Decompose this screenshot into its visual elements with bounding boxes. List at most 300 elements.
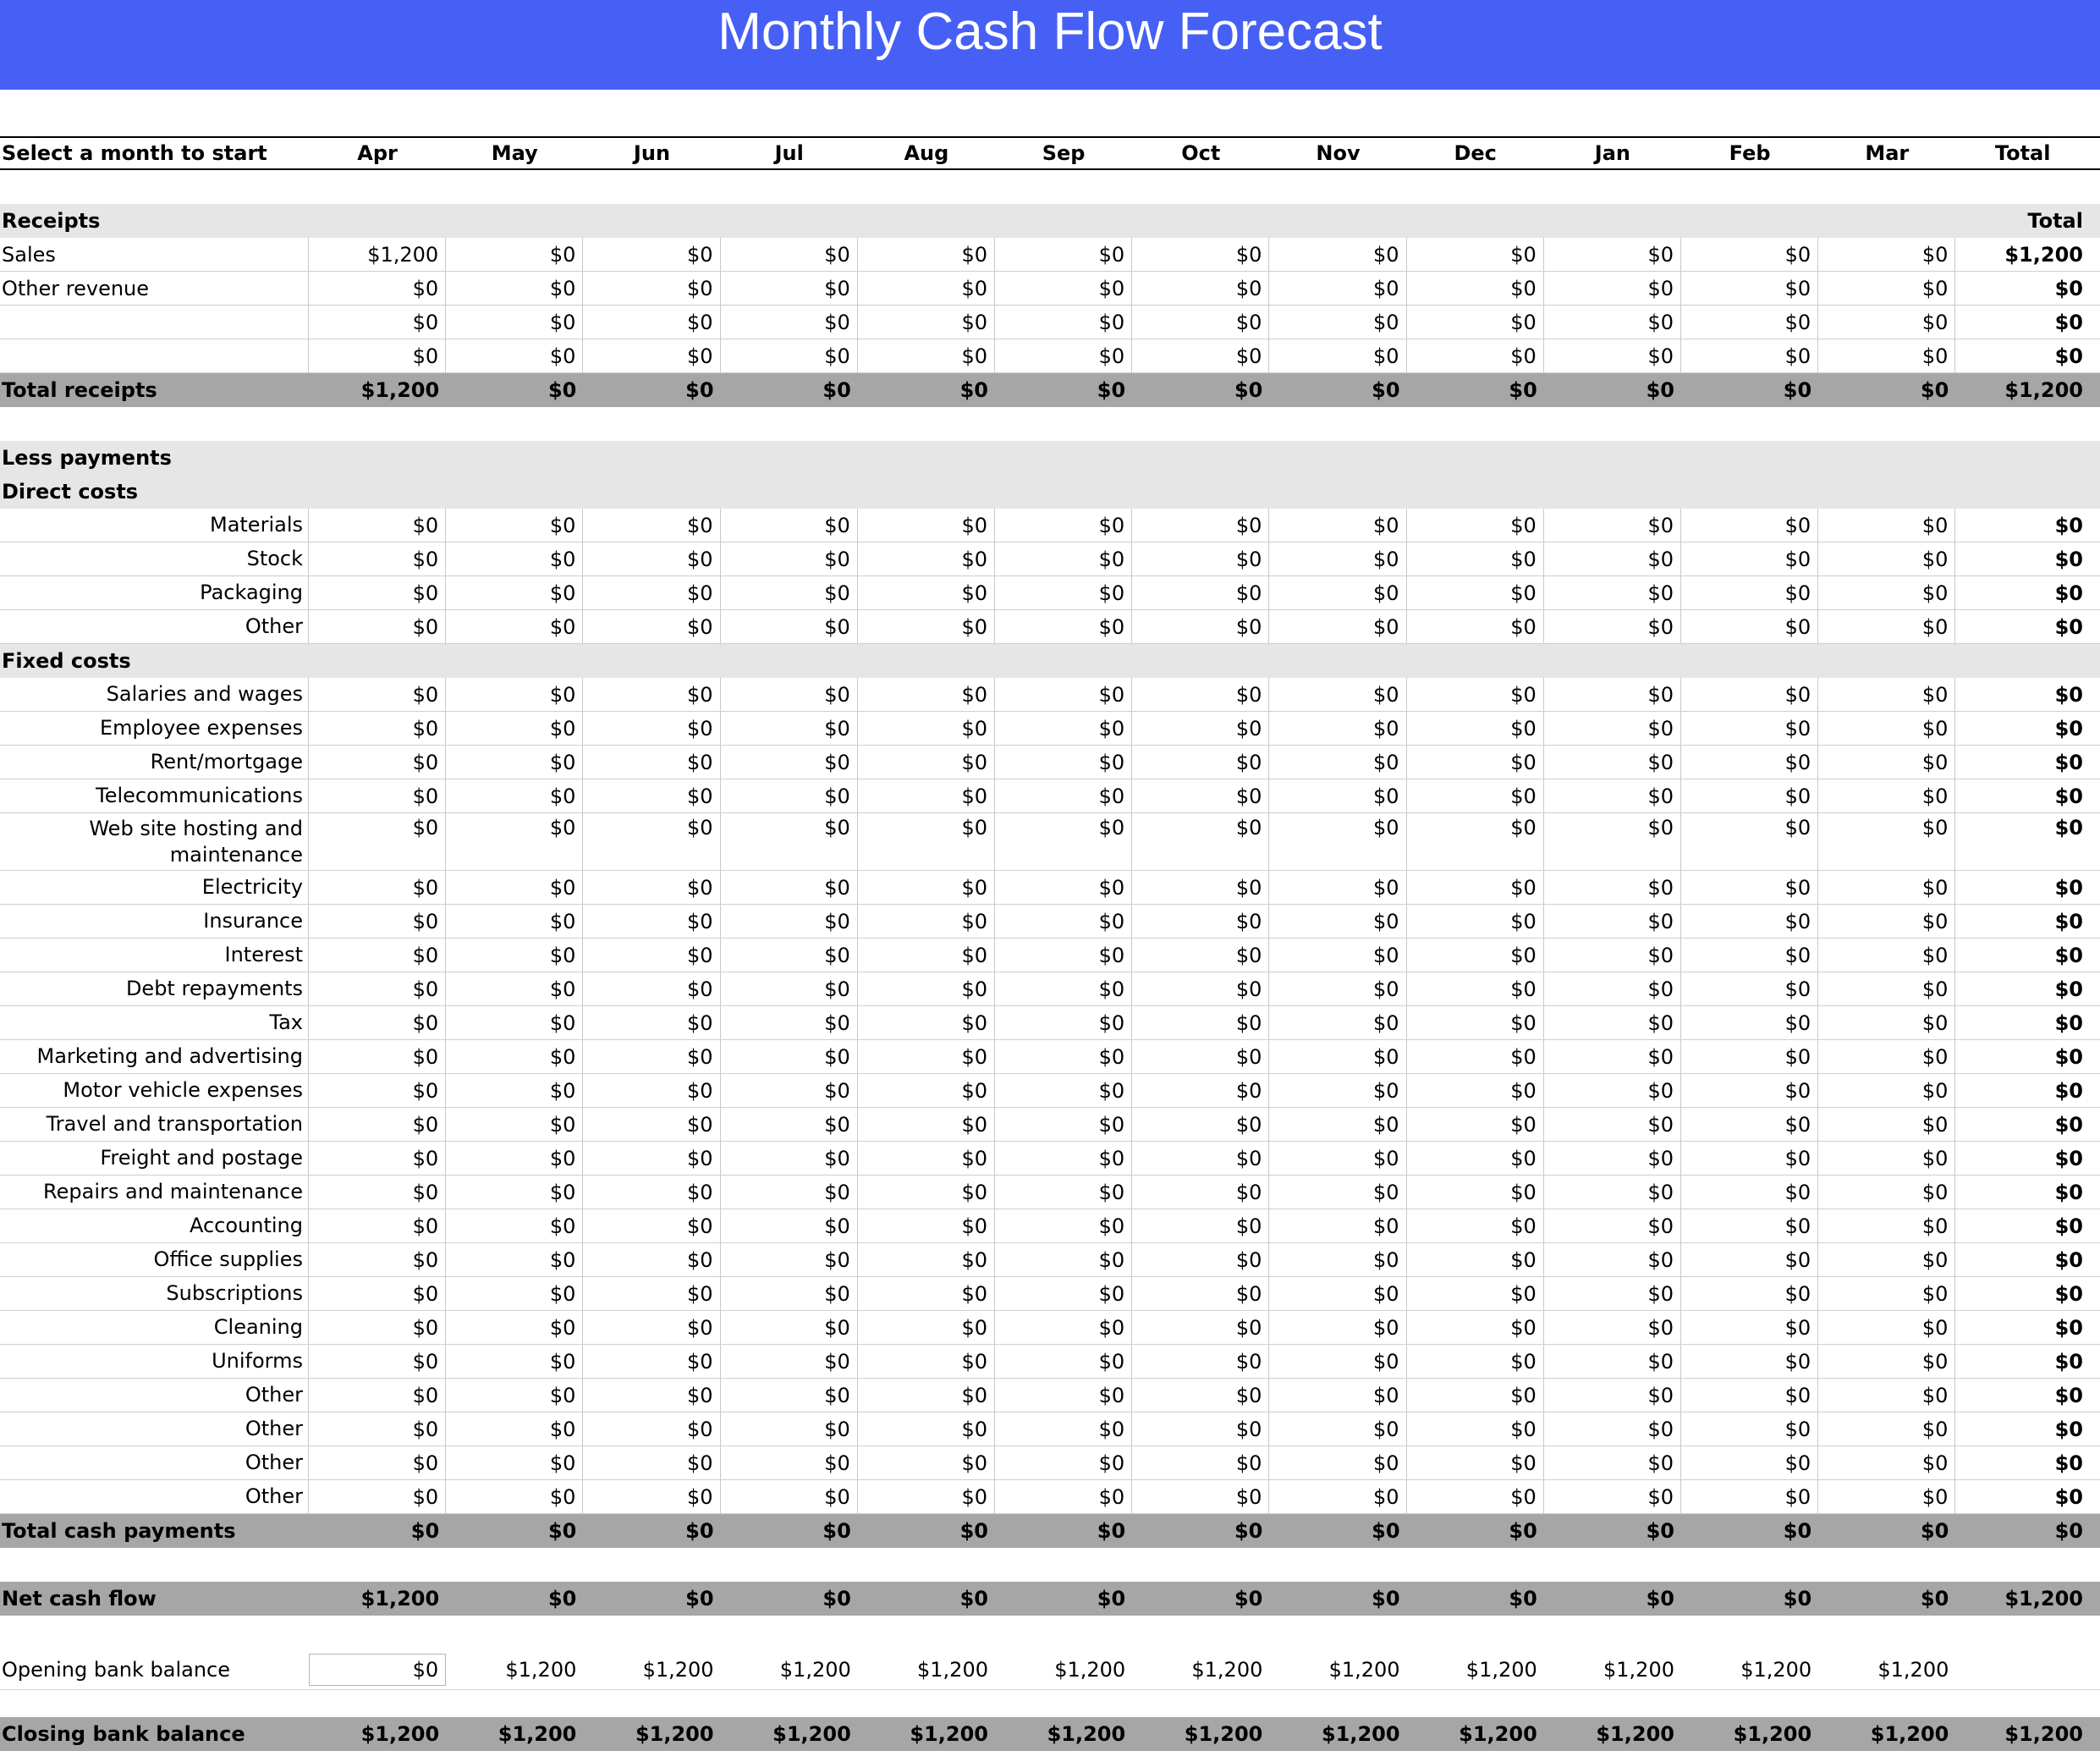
month-value-cell[interactable]: $0: [1544, 509, 1681, 542]
month-value-cell[interactable]: $0: [1681, 1345, 1818, 1378]
row-label[interactable]: Tax: [0, 1006, 309, 1039]
month-value-cell[interactable]: $0: [446, 306, 583, 339]
month-value-cell[interactable]: $0: [1132, 610, 1269, 643]
month-value-cell[interactable]: $0: [446, 905, 583, 938]
row-label[interactable]: [0, 339, 309, 372]
month-value-cell[interactable]: $0: [1818, 813, 1955, 870]
month-value-cell[interactable]: $0: [583, 306, 720, 339]
month-value-cell[interactable]: $0: [446, 1209, 583, 1242]
row-label[interactable]: Freight and postage: [0, 1142, 309, 1175]
row-label[interactable]: Uniforms: [0, 1345, 309, 1378]
month-value-cell[interactable]: $0: [583, 939, 720, 972]
month-value-cell[interactable]: $0: [446, 1311, 583, 1344]
row-label[interactable]: Other: [0, 610, 309, 643]
row-label[interactable]: Materials: [0, 509, 309, 542]
month-value-cell[interactable]: $0: [721, 1108, 858, 1141]
month-value-cell[interactable]: $0: [1269, 339, 1406, 372]
month-value-cell[interactable]: $0: [1269, 1311, 1406, 1344]
month-value-cell[interactable]: $0: [1407, 779, 1544, 812]
month-value-cell[interactable]: $0: [1269, 1176, 1406, 1209]
month-value-cell[interactable]: $0: [1544, 678, 1681, 711]
month-value-cell[interactable]: $0: [1407, 306, 1544, 339]
month-value-cell[interactable]: $0: [1132, 1311, 1269, 1344]
month-value-cell[interactable]: $0: [1818, 1142, 1955, 1175]
month-value-cell[interactable]: $0: [721, 238, 858, 271]
month-value-cell[interactable]: $0: [1132, 905, 1269, 938]
month-header-may[interactable]: May: [491, 141, 538, 165]
month-value-cell[interactable]: $0: [858, 746, 995, 779]
month-value-cell[interactable]: $0: [721, 1142, 858, 1175]
month-value-cell[interactable]: $0: [995, 1379, 1132, 1412]
month-value-cell[interactable]: $0: [583, 1277, 720, 1310]
month-header-jul[interactable]: Jul: [774, 141, 804, 165]
month-value-cell[interactable]: $0: [1818, 542, 1955, 575]
month-value-cell[interactable]: $0: [858, 1243, 995, 1276]
month-value-cell[interactable]: $0: [446, 813, 583, 870]
month-value-cell[interactable]: $0: [1269, 1379, 1406, 1412]
month-value-cell[interactable]: $0: [1544, 339, 1681, 372]
month-value-cell[interactable]: $0: [721, 972, 858, 1005]
month-value-cell[interactable]: $0: [1818, 779, 1955, 812]
month-value-cell[interactable]: $0: [1681, 939, 1818, 972]
month-value-cell[interactable]: $1,200: [309, 238, 446, 271]
month-value-cell[interactable]: $0: [309, 1345, 446, 1378]
month-value-cell[interactable]: $0: [309, 746, 446, 779]
month-value-cell[interactable]: $0: [1269, 1345, 1406, 1378]
month-value-cell[interactable]: $0: [1269, 1142, 1406, 1175]
month-header-mar[interactable]: Mar: [1865, 141, 1910, 165]
month-value-cell[interactable]: $0: [1132, 678, 1269, 711]
month-value-cell[interactable]: $0: [1132, 1480, 1269, 1513]
month-value-cell[interactable]: $0: [1407, 1006, 1544, 1039]
month-value-cell[interactable]: $0: [1269, 1074, 1406, 1107]
month-value-cell[interactable]: $0: [1132, 1412, 1269, 1445]
month-value-cell[interactable]: $0: [1681, 1176, 1818, 1209]
month-value-cell[interactable]: $0: [309, 1006, 446, 1039]
month-value-cell[interactable]: $0: [995, 746, 1132, 779]
month-value-cell[interactable]: $0: [858, 1446, 995, 1479]
row-label[interactable]: Debt repayments: [0, 972, 309, 1005]
month-value-cell[interactable]: $0: [1544, 1311, 1681, 1344]
month-value-cell[interactable]: $0: [1544, 1412, 1681, 1445]
month-value-cell[interactable]: $0: [858, 1345, 995, 1378]
month-value-cell[interactable]: $0: [309, 1311, 446, 1344]
month-value-cell[interactable]: $0: [1818, 509, 1955, 542]
month-value-cell[interactable]: $0: [995, 1040, 1132, 1073]
month-value-cell[interactable]: $0: [995, 1176, 1132, 1209]
month-value-cell[interactable]: $0: [1544, 1243, 1681, 1276]
month-value-cell[interactable]: $0: [1681, 779, 1818, 812]
month-value-cell[interactable]: $0: [995, 1277, 1132, 1310]
month-value-cell[interactable]: $0: [858, 1006, 995, 1039]
month-value-cell[interactable]: $0: [858, 939, 995, 972]
month-value-cell[interactable]: $0: [1132, 813, 1269, 870]
month-value-cell[interactable]: $0: [1818, 576, 1955, 609]
month-value-cell[interactable]: $0: [1681, 905, 1818, 938]
month-value-cell[interactable]: $0: [1407, 509, 1544, 542]
month-value-cell[interactable]: $0: [583, 272, 720, 305]
month-value-cell[interactable]: $0: [858, 905, 995, 938]
row-label[interactable]: Packaging: [0, 576, 309, 609]
month-value-cell[interactable]: $0: [1818, 238, 1955, 271]
month-value-cell[interactable]: $0: [1818, 339, 1955, 372]
month-value-cell[interactable]: $0: [858, 1277, 995, 1310]
month-value-cell[interactable]: $0: [309, 1108, 446, 1141]
month-value-cell[interactable]: $0: [583, 813, 720, 870]
month-value-cell[interactable]: $0: [1269, 1243, 1406, 1276]
month-value-cell[interactable]: $0: [1407, 576, 1544, 609]
month-value-cell[interactable]: $0: [1681, 306, 1818, 339]
month-value-cell[interactable]: $0: [721, 1412, 858, 1445]
month-value-cell[interactable]: $0: [1818, 1345, 1955, 1378]
month-value-cell[interactable]: $0: [1544, 542, 1681, 575]
month-value-cell[interactable]: $0: [1681, 272, 1818, 305]
month-value-cell[interactable]: $0: [446, 1345, 583, 1378]
month-value-cell[interactable]: $0: [1818, 1074, 1955, 1107]
month-value-cell[interactable]: $0: [995, 238, 1132, 271]
month-value-cell[interactable]: $0: [1818, 1006, 1955, 1039]
month-value-cell[interactable]: $0: [1269, 1108, 1406, 1141]
month-value-cell[interactable]: $0: [1132, 871, 1269, 904]
month-value-cell[interactable]: $0: [1407, 678, 1544, 711]
month-value-cell[interactable]: $0: [1544, 1480, 1681, 1513]
month-value-cell[interactable]: $0: [1544, 1006, 1681, 1039]
month-value-cell[interactable]: $0: [995, 1108, 1132, 1141]
month-value-cell[interactable]: $0: [1407, 542, 1544, 575]
month-value-cell[interactable]: $0: [1818, 712, 1955, 745]
row-label[interactable]: Cleaning: [0, 1311, 309, 1344]
month-value-cell[interactable]: $0: [1407, 1243, 1544, 1276]
month-value-cell[interactable]: $0: [858, 1040, 995, 1073]
row-label[interactable]: Telecommunications: [0, 779, 309, 812]
month-value-cell[interactable]: $0: [995, 509, 1132, 542]
month-value-cell[interactable]: $0: [1681, 1446, 1818, 1479]
month-value-cell[interactable]: $0: [858, 1108, 995, 1141]
month-value-cell[interactable]: $0: [1269, 238, 1406, 271]
month-value-cell[interactable]: $0: [1407, 1345, 1544, 1378]
row-label[interactable]: Rent/mortgage: [0, 746, 309, 779]
month-value-cell[interactable]: $0: [446, 1142, 583, 1175]
month-value-cell[interactable]: $0: [995, 813, 1132, 870]
month-value-cell[interactable]: $0: [1544, 306, 1681, 339]
month-header-feb[interactable]: Feb: [1729, 141, 1771, 165]
month-value-cell[interactable]: $0: [1407, 610, 1544, 643]
row-label[interactable]: Subscriptions: [0, 1277, 309, 1310]
month-value-cell[interactable]: $0: [995, 678, 1132, 711]
row-label[interactable]: Interest: [0, 939, 309, 972]
month-value-cell[interactable]: $0: [858, 610, 995, 643]
month-value-cell[interactable]: $0: [446, 1108, 583, 1141]
month-value-cell[interactable]: $0: [583, 1243, 720, 1276]
month-value-cell[interactable]: $0: [446, 542, 583, 575]
month-value-cell[interactable]: $0: [1818, 871, 1955, 904]
month-value-cell[interactable]: $0: [721, 746, 858, 779]
month-value-cell[interactable]: $0: [1681, 1040, 1818, 1073]
month-value-cell[interactable]: $0: [1269, 542, 1406, 575]
month-value-cell[interactable]: $0: [446, 272, 583, 305]
month-value-cell[interactable]: $0: [1132, 509, 1269, 542]
month-value-cell[interactable]: $0: [1407, 1311, 1544, 1344]
month-value-cell[interactable]: $0: [1818, 272, 1955, 305]
month-value-cell[interactable]: $0: [721, 678, 858, 711]
month-value-cell[interactable]: $0: [583, 542, 720, 575]
month-value-cell[interactable]: $0: [1407, 1209, 1544, 1242]
month-value-cell[interactable]: $0: [1269, 272, 1406, 305]
month-value-cell[interactable]: $0: [721, 939, 858, 972]
month-value-cell[interactable]: $0: [1132, 1176, 1269, 1209]
month-value-cell[interactable]: $0: [721, 813, 858, 870]
month-value-cell[interactable]: $0: [1818, 1243, 1955, 1276]
month-value-cell[interactable]: $0: [1544, 712, 1681, 745]
month-value-cell[interactable]: $0: [1544, 813, 1681, 870]
month-value-cell[interactable]: $0: [1407, 871, 1544, 904]
month-value-cell[interactable]: $0: [309, 972, 446, 1005]
month-value-cell[interactable]: $0: [1681, 1311, 1818, 1344]
month-value-cell[interactable]: $0: [446, 972, 583, 1005]
month-value-cell[interactable]: $0: [1818, 1480, 1955, 1513]
row-label[interactable]: Motor vehicle expenses: [0, 1074, 309, 1107]
month-value-cell[interactable]: $0: [995, 779, 1132, 812]
month-value-cell[interactable]: $0: [583, 339, 720, 372]
month-value-cell[interactable]: $0: [1132, 238, 1269, 271]
month-value-cell[interactable]: $0: [858, 1311, 995, 1344]
month-value-cell[interactable]: $0: [721, 1243, 858, 1276]
month-value-cell[interactable]: $0: [1818, 1446, 1955, 1479]
month-value-cell[interactable]: $0: [721, 610, 858, 643]
month-value-cell[interactable]: $0: [583, 1176, 720, 1209]
month-value-cell[interactable]: $0: [1407, 1176, 1544, 1209]
month-value-cell[interactable]: $0: [583, 1209, 720, 1242]
month-value-cell[interactable]: $0: [446, 576, 583, 609]
row-label[interactable]: Other: [0, 1379, 309, 1412]
month-value-cell[interactable]: $0: [583, 1412, 720, 1445]
month-value-cell[interactable]: $0: [1407, 1277, 1544, 1310]
month-value-cell[interactable]: $0: [1407, 1108, 1544, 1141]
month-value-cell[interactable]: $0: [583, 678, 720, 711]
row-label[interactable]: Travel and transportation: [0, 1108, 309, 1141]
month-value-cell[interactable]: $0: [858, 576, 995, 609]
month-value-cell[interactable]: $0: [1269, 1480, 1406, 1513]
month-value-cell[interactable]: $0: [446, 1006, 583, 1039]
month-value-cell[interactable]: $0: [995, 1142, 1132, 1175]
month-value-cell[interactable]: $0: [1681, 712, 1818, 745]
month-header-aug[interactable]: Aug: [904, 141, 949, 165]
month-value-cell[interactable]: $0: [446, 712, 583, 745]
month-value-cell[interactable]: $0: [1681, 746, 1818, 779]
row-label[interactable]: Salaries and wages: [0, 678, 309, 711]
month-value-cell[interactable]: $0: [1681, 1243, 1818, 1276]
month-value-cell[interactable]: $0: [1818, 1108, 1955, 1141]
month-value-cell[interactable]: $0: [995, 939, 1132, 972]
month-value-cell[interactable]: $0: [858, 542, 995, 575]
month-value-cell[interactable]: $0: [1269, 746, 1406, 779]
month-value-cell[interactable]: $0: [1544, 1142, 1681, 1175]
month-value-cell[interactable]: $0: [1818, 610, 1955, 643]
month-value-cell[interactable]: $0: [1544, 1379, 1681, 1412]
month-value-cell[interactable]: $0: [1132, 1108, 1269, 1141]
month-value-cell[interactable]: $0: [446, 1176, 583, 1209]
month-value-cell[interactable]: $0: [1818, 972, 1955, 1005]
row-label[interactable]: Repairs and maintenance: [0, 1176, 309, 1209]
month-value-cell[interactable]: $0: [721, 871, 858, 904]
month-value-cell[interactable]: $0: [1818, 306, 1955, 339]
month-value-cell[interactable]: $0: [1132, 339, 1269, 372]
month-value-cell[interactable]: $0: [446, 1243, 583, 1276]
row-label[interactable]: Sales: [0, 238, 309, 271]
month-value-cell[interactable]: $0: [721, 1379, 858, 1412]
month-value-cell[interactable]: $0: [1544, 272, 1681, 305]
month-value-cell[interactable]: $0: [721, 1311, 858, 1344]
month-value-cell[interactable]: $0: [309, 1209, 446, 1242]
month-header-nov[interactable]: Nov: [1316, 141, 1361, 165]
month-value-cell[interactable]: $0: [309, 1243, 446, 1276]
month-value-cell[interactable]: $0: [721, 509, 858, 542]
month-value-cell[interactable]: $0: [1407, 939, 1544, 972]
month-value-cell[interactable]: $0: [309, 1277, 446, 1310]
month-value-cell[interactable]: $0: [721, 306, 858, 339]
month-value-cell[interactable]: $0: [721, 1345, 858, 1378]
month-value-cell[interactable]: $0: [1132, 1345, 1269, 1378]
month-value-cell[interactable]: $0: [995, 871, 1132, 904]
month-value-cell[interactable]: $0: [309, 1040, 446, 1073]
row-label[interactable]: Stock: [0, 542, 309, 575]
month-value-cell[interactable]: $0: [858, 1176, 995, 1209]
month-value-cell[interactable]: $0: [583, 1006, 720, 1039]
month-value-cell[interactable]: $0: [1681, 1209, 1818, 1242]
month-value-cell[interactable]: $0: [858, 813, 995, 870]
row-label[interactable]: Other: [0, 1480, 309, 1513]
month-value-cell[interactable]: $0: [583, 1074, 720, 1107]
month-value-cell[interactable]: $0: [858, 1142, 995, 1175]
month-value-cell[interactable]: $0: [1818, 1209, 1955, 1242]
month-value-cell[interactable]: $0: [309, 939, 446, 972]
month-value-cell[interactable]: $0: [995, 610, 1132, 643]
month-value-cell[interactable]: $0: [995, 1345, 1132, 1378]
month-value-cell[interactable]: $0: [1407, 1412, 1544, 1445]
month-value-cell[interactable]: $0: [446, 678, 583, 711]
month-value-cell[interactable]: $0: [1681, 576, 1818, 609]
month-value-cell[interactable]: $0: [858, 238, 995, 271]
month-header-apr[interactable]: Apr: [357, 141, 398, 165]
month-value-cell[interactable]: $0: [995, 972, 1132, 1005]
month-value-cell[interactable]: $0: [309, 871, 446, 904]
month-value-cell[interactable]: $0: [1681, 1379, 1818, 1412]
month-value-cell[interactable]: $0: [995, 712, 1132, 745]
month-value-cell[interactable]: $0: [309, 1176, 446, 1209]
month-header-oct[interactable]: Oct: [1181, 141, 1221, 165]
month-value-cell[interactable]: $0: [1132, 746, 1269, 779]
month-value-cell[interactable]: $0: [858, 972, 995, 1005]
month-value-cell[interactable]: $0: [1132, 939, 1269, 972]
month-value-cell[interactable]: $0: [1544, 1446, 1681, 1479]
month-value-cell[interactable]: $0: [721, 542, 858, 575]
month-value-cell[interactable]: $0: [721, 1480, 858, 1513]
month-value-cell[interactable]: $0: [583, 1040, 720, 1073]
month-value-cell[interactable]: $0: [721, 339, 858, 372]
row-label[interactable]: Web site hosting and maintenance: [0, 813, 309, 870]
month-value-cell[interactable]: $0: [1132, 272, 1269, 305]
month-value-cell[interactable]: $0: [1269, 813, 1406, 870]
month-header-dec[interactable]: Dec: [1454, 141, 1497, 165]
month-value-cell[interactable]: $0: [1681, 1074, 1818, 1107]
month-value-cell[interactable]: $0: [583, 779, 720, 812]
month-value-cell[interactable]: $0: [1544, 746, 1681, 779]
month-value-cell[interactable]: $0: [446, 871, 583, 904]
month-value-cell[interactable]: $0: [995, 576, 1132, 609]
month-value-cell[interactable]: $0: [721, 1074, 858, 1107]
month-value-cell[interactable]: $0: [721, 1006, 858, 1039]
month-value-cell[interactable]: $0: [446, 1277, 583, 1310]
month-value-cell[interactable]: $0: [583, 1446, 720, 1479]
month-value-cell[interactable]: $0: [1132, 1209, 1269, 1242]
month-value-cell[interactable]: $0: [1407, 746, 1544, 779]
month-value-cell[interactable]: $0: [995, 339, 1132, 372]
month-value-cell[interactable]: $0: [858, 1412, 995, 1445]
month-value-cell[interactable]: $0: [1407, 813, 1544, 870]
month-value-cell[interactable]: $0: [1544, 905, 1681, 938]
month-value-cell[interactable]: $0: [1132, 1040, 1269, 1073]
month-value-cell[interactable]: $0: [309, 905, 446, 938]
row-label[interactable]: Other: [0, 1412, 309, 1445]
month-value-cell[interactable]: $0: [583, 1480, 720, 1513]
month-value-cell[interactable]: $0: [446, 509, 583, 542]
month-value-cell[interactable]: $0: [995, 1311, 1132, 1344]
month-value-cell[interactable]: $0: [721, 779, 858, 812]
month-value-cell[interactable]: $0: [1407, 1074, 1544, 1107]
month-value-cell[interactable]: $0: [1544, 939, 1681, 972]
row-label[interactable]: Other: [0, 1446, 309, 1479]
month-value-cell[interactable]: $0: [1269, 1446, 1406, 1479]
month-value-cell[interactable]: $0: [721, 1446, 858, 1479]
month-value-cell[interactable]: $0: [1269, 1412, 1406, 1445]
month-value-cell[interactable]: $0: [1681, 339, 1818, 372]
month-header-jan[interactable]: Jan: [1594, 141, 1630, 165]
month-value-cell[interactable]: $0: [1681, 1412, 1818, 1445]
month-value-cell[interactable]: $0: [1544, 1074, 1681, 1107]
month-value-cell[interactable]: $0: [995, 306, 1132, 339]
month-value-cell[interactable]: $0: [1269, 610, 1406, 643]
month-value-cell[interactable]: $0: [583, 610, 720, 643]
month-value-cell[interactable]: $0: [1132, 1379, 1269, 1412]
month-value-cell[interactable]: $0: [583, 509, 720, 542]
month-value-cell[interactable]: $0: [1132, 779, 1269, 812]
month-value-cell[interactable]: $0: [858, 339, 995, 372]
month-value-cell[interactable]: $0: [1407, 238, 1544, 271]
row-label[interactable]: Insurance: [0, 905, 309, 938]
month-value-cell[interactable]: $0: [446, 1480, 583, 1513]
month-value-cell[interactable]: $0: [583, 1379, 720, 1412]
month-value-cell[interactable]: $0: [1544, 610, 1681, 643]
month-value-cell[interactable]: $0: [1132, 972, 1269, 1005]
month-value-cell[interactable]: $0: [1818, 746, 1955, 779]
month-value-cell[interactable]: $0: [583, 712, 720, 745]
month-value-cell[interactable]: $0: [1818, 1040, 1955, 1073]
month-value-cell[interactable]: $0: [583, 1345, 720, 1378]
month-value-cell[interactable]: $0: [1681, 238, 1818, 271]
month-value-cell[interactable]: $0: [1269, 576, 1406, 609]
month-value-cell[interactable]: $0: [995, 1209, 1132, 1242]
row-label[interactable]: Marketing and advertising: [0, 1040, 309, 1073]
month-value-cell[interactable]: $0: [309, 576, 446, 609]
month-value-cell[interactable]: $0: [1269, 905, 1406, 938]
month-value-cell[interactable]: $0: [1269, 972, 1406, 1005]
month-value-cell[interactable]: $0: [858, 1480, 995, 1513]
month-value-cell[interactable]: $0: [1681, 1480, 1818, 1513]
month-value-cell[interactable]: $0: [1132, 1074, 1269, 1107]
month-value-cell[interactable]: $0: [995, 1006, 1132, 1039]
month-value-cell[interactable]: $0: [1818, 939, 1955, 972]
month-value-cell[interactable]: $0: [995, 542, 1132, 575]
